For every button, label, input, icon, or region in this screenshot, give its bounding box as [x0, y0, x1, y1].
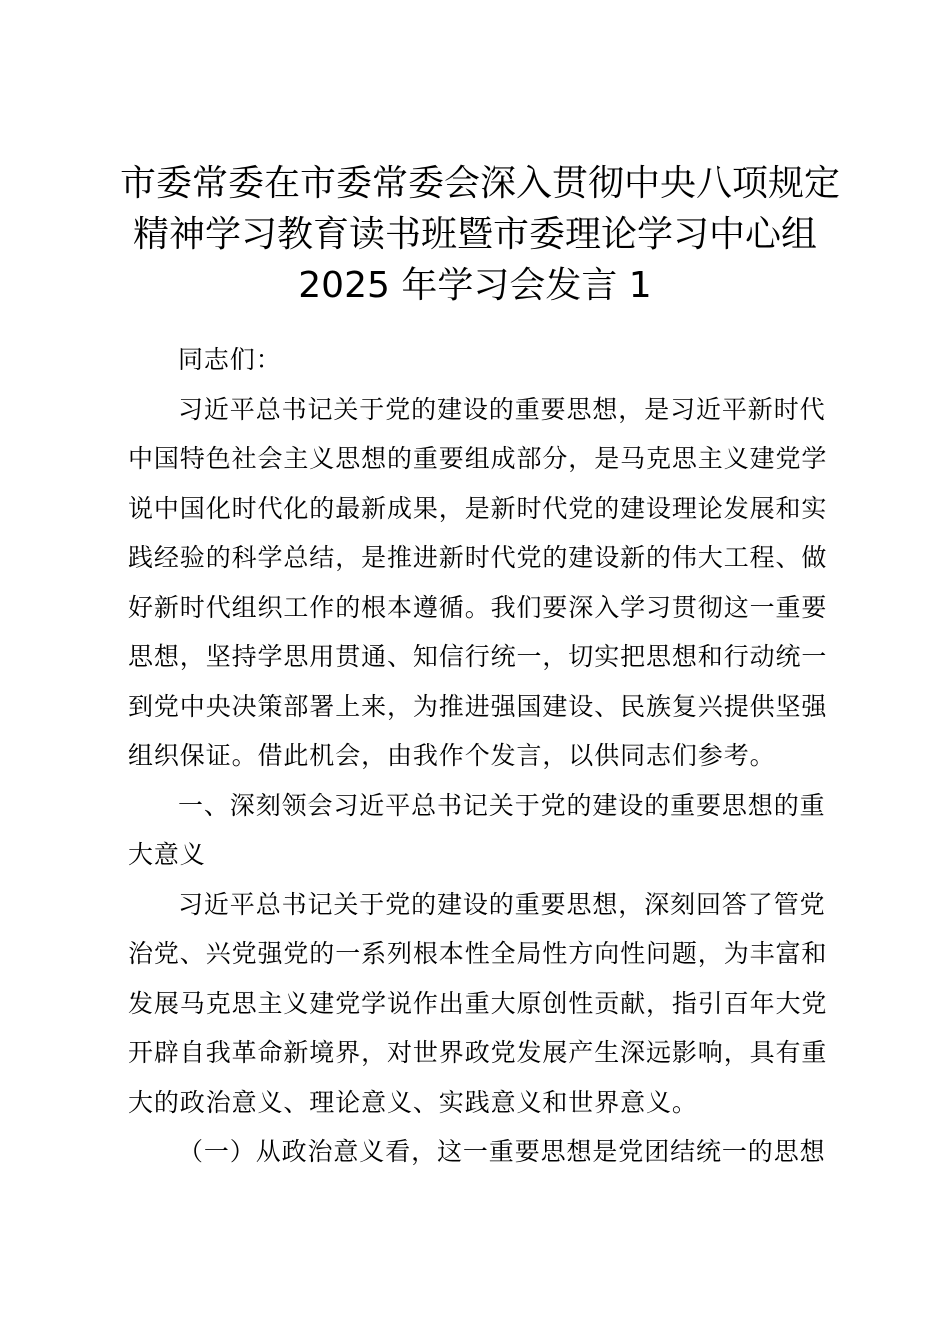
paragraph-line: 大的政治意义、理论意义、实践意义和世界意义。 — [128, 1087, 698, 1117]
document-title — [120, 158, 841, 311]
paragraph-line: 到党中央决策部署上来，为推进强国建设、民族复兴提供坚强 — [128, 691, 828, 721]
paragraph-line: 好新时代组织工作的根本遵循。我们要深入学习贯彻这一重要 — [128, 592, 828, 622]
paragraph-line: 发展马克思主义建党学说作出重大原创性贡献，指引百年大党 — [128, 988, 828, 1018]
paragraph-line: 组织保证。借此机会，由我作个发言，以供同志们参考。 — [128, 741, 776, 770]
paragraph-line: 治党、兴党强党的一系列根本性全局性方向性问题，为丰富和 — [128, 939, 828, 968]
paragraph-line: 中国特色社会主义思想的重要组成部分，是马克思主义建党学 — [128, 444, 828, 473]
section-heading-line: 大意义 — [128, 840, 206, 869]
document-body — [128, 335, 832, 1177]
title-line: 2025 年学习会发言 1 — [298, 265, 652, 306]
subsection-heading: （一）从政治意义看，这一重要思想是党团结统一的思想 — [178, 1137, 826, 1166]
paragraph-line: 践经验的科学总结，是推进新时代党的建设新的伟大工程、做 — [128, 543, 828, 572]
paragraph-line: 说中国化时代化的最新成果，是新时代党的建设理论发展和实 — [128, 493, 828, 523]
paragraph-line: 开辟自我革命新境界，对世界政党发展产生深远影响，具有重 — [128, 1038, 828, 1067]
title-line: 精神学习教育读书班暨市委理论学习中心组 — [132, 214, 817, 255]
section-heading-line: 一、深刻领会习近平总书记关于党的建设的重要思想的重 — [178, 790, 826, 820]
paragraph-line: 习近平总书记关于党的建设的重要思想，深刻回答了管党 — [178, 889, 826, 919]
salutation: 同志们： — [178, 345, 282, 374]
paragraph-line: 习近平总书记关于党的建设的重要思想，是习近平新时代 — [178, 394, 826, 424]
title-line: 市委常委在市委常委会深入贯彻中央八项规定 — [120, 163, 841, 204]
paragraph-line: 思想，坚持学思用贯通、知信行统一，切实把思想和行动统一 — [128, 642, 828, 671]
